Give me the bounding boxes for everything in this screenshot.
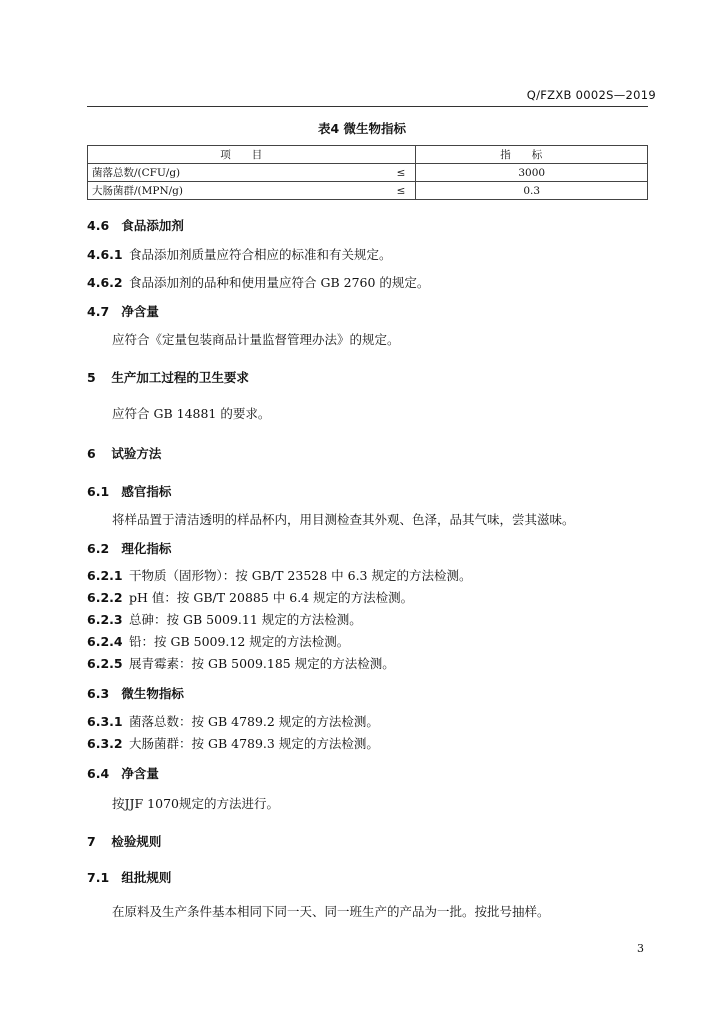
clause: 6.3.2 大肠菌群：按 GB 4789.3 规定的方法检测。 — [87, 736, 379, 751]
section-heading: 7.1 组批规则 — [87, 870, 172, 885]
header-rule — [87, 106, 648, 107]
microbiology-table — [87, 145, 648, 200]
clause: 4.6.1 食品添加剂质量应符合相应的标准和有关规定。 — [87, 247, 392, 262]
clause: 6.2.2 pH 值：按 GB/T 20885 中 6.4 规定的方法检测。 — [87, 590, 414, 605]
clause: 6.2.4 铅：按 GB 5009.12 规定的方法检测。 — [87, 634, 350, 649]
clause: 6.2.3 总砷：按 GB 5009.11 规定的方法检测。 — [87, 612, 362, 627]
chapter-heading: 5 生产加工过程的卫生要求 — [87, 370, 249, 385]
section-heading: 6.2 理化指标 — [87, 541, 172, 556]
row-value: 0.3 — [416, 182, 648, 200]
page-number: 3 — [637, 942, 644, 955]
chapter-heading: 7 检验规则 — [87, 834, 162, 849]
section-heading: 4.6 食品添加剂 — [87, 218, 184, 233]
table-caption: 表4 微生物指标 — [317, 121, 407, 136]
row-operator: ≤ — [341, 164, 416, 182]
clause: 4.6.2 食品添加剂的品种和使用量应符合 GB 2760 的规定。 — [87, 275, 430, 290]
section-heading: 6.3 微生物指标 — [87, 686, 184, 701]
clause: 6.3.1 菌落总数：按 GB 4789.2 规定的方法检测。 — [87, 714, 379, 729]
section-heading: 6.1 感官指标 — [87, 484, 172, 499]
clause: 6.2.5 展青霉素：按 GB 5009.185 规定的方法检测。 — [87, 656, 395, 671]
section-heading: 4.7 净含量 — [87, 304, 159, 319]
standard-code: Q/FZXB 0002S—2019 — [526, 88, 656, 102]
paragraph: 在原料及生产条件基本相同下同一天、同一班生产的产品为一批。按批号抽样。 — [112, 904, 550, 919]
paragraph: 应符合 GB 14881 的要求。 — [112, 406, 271, 421]
table-row — [88, 182, 648, 200]
clause: 6.2.1 干物质（固形物）：按 GB/T 23528 中 6.3 规定的方法检测。 — [87, 568, 472, 583]
chapter-heading: 6 试验方法 — [87, 446, 162, 461]
paragraph: 应符合《定量包装商品计量监督管理办法》的规定。 — [112, 332, 400, 347]
table-header-row — [88, 146, 648, 164]
row-item: 菌落总数/(CFU/g) — [88, 164, 342, 182]
row-operator: ≤ — [341, 182, 416, 200]
row-item: 大肠菌群/(MPN/g) — [88, 182, 342, 200]
section-heading: 6.4 净含量 — [87, 766, 159, 781]
table-row — [88, 164, 648, 182]
row-value: 3000 — [416, 164, 648, 182]
paragraph: 将样品置于清洁透明的样品杯内，用目测检查其外观、色泽，品其气味，尝其滋味。 — [112, 512, 575, 527]
column-header-indicator: 指标 — [416, 146, 648, 164]
column-header-item: 项目 — [88, 146, 416, 164]
paragraph: 按JJF 1070规定的方法进行。 — [112, 796, 279, 811]
